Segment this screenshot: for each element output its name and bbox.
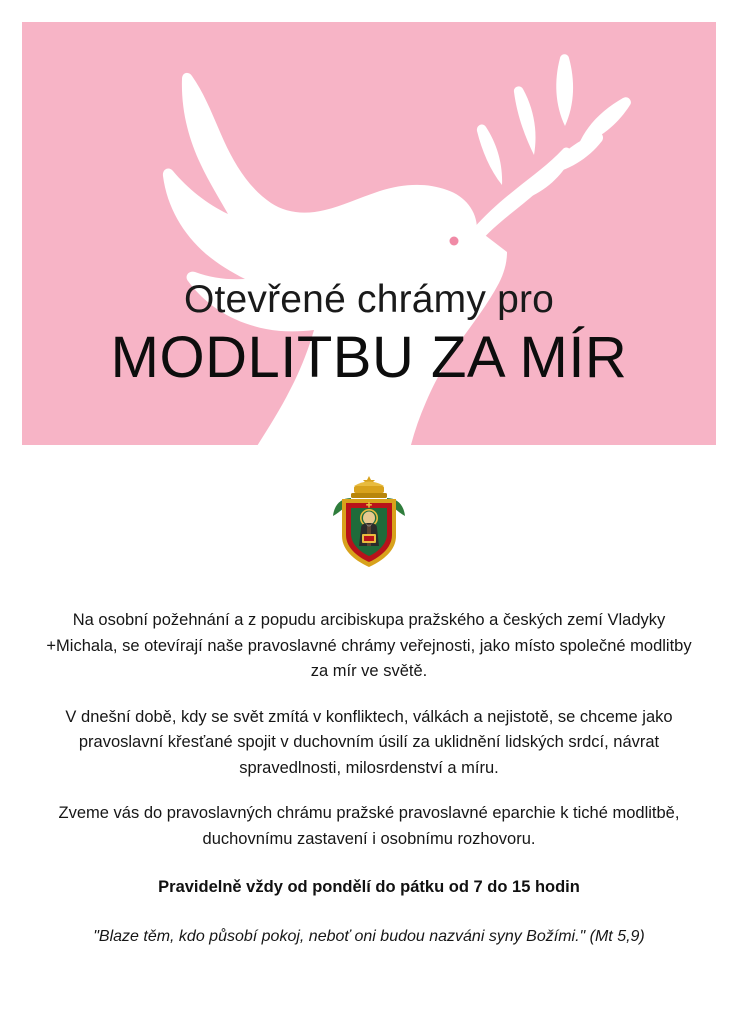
poster-body (40, 608, 698, 949)
paragraph-intro: Na osobní požehnání a z popudu arcibiskupa pražského a českých zemí Vladyky +Michala, se otevírají naše pravoslavné chrámy veřejnosti, jako místo společné modlitby za mír ve světě. (46, 611, 692, 681)
banner-headline-line2: MODLITBU ZA MÍR (110, 325, 628, 390)
banner-headline-line1: Otevřené chrámy pro (183, 278, 555, 321)
poster-banner (22, 22, 716, 445)
paragraph-invitation: Zveme vás do pravoslavných chrámu pražské pravoslavné eparchie k tiché modlitbě, duchovnímu zastavení i osobnímu rozhovoru. (58, 804, 680, 848)
schedule-text: Pravidelně vždy od pondělí do pátku od 7 do 15 hodin (158, 877, 580, 896)
banner-headline (22, 278, 716, 390)
paragraph-context: V dnešní době, kdy se svět zmítá v konfliktech, válkách a nejistotě, se chceme jako pravoslavní křesťané spojit v duchovním úsilí za uklidnění lidských srdcí, návrat spravedlnosti, milosrdenství a míru. (65, 707, 673, 777)
scripture-quote: "Blaze těm, kdo působí pokoj, neboť oni budou nazváni syny Božími." (Mt 5,9) (93, 928, 645, 946)
orthodox-eparchy-coat-of-arms-icon (318, 472, 420, 572)
